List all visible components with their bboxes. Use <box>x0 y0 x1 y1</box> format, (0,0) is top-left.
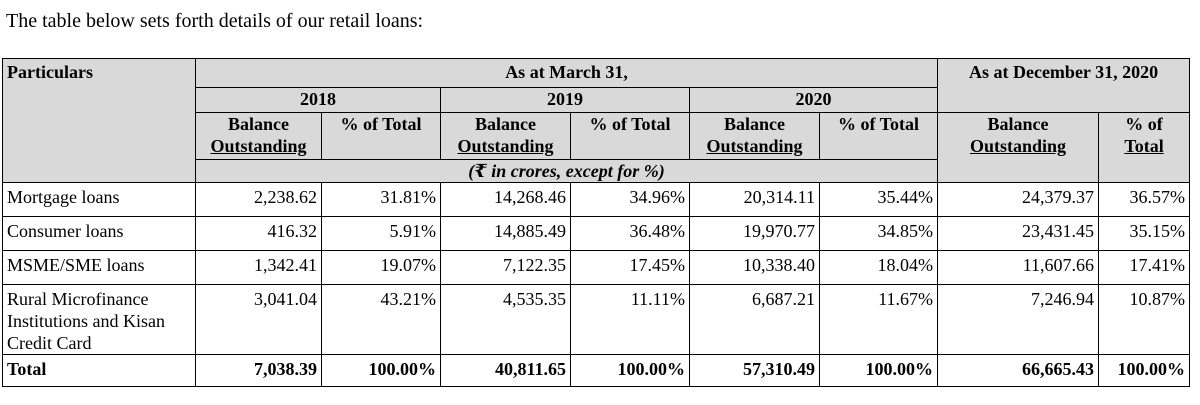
cell-value: 2,238.62 <box>196 183 322 217</box>
total-value: 7,038.39 <box>196 355 322 387</box>
table-row <box>3 183 1190 217</box>
cell-value: 3,041.04 <box>196 285 322 355</box>
header-balance-2019: Balance Outstanding <box>441 113 571 160</box>
cell-value: 34.96% <box>571 183 690 217</box>
header-balance-dec-2020: Balance Outstanding <box>938 113 1099 183</box>
cell-value: 6,687.21 <box>690 285 820 355</box>
total-value: 40,811.65 <box>441 355 571 387</box>
header-pct-2020: % of Total <box>820 113 938 160</box>
cell-value: 10.87% <box>1099 285 1190 355</box>
header-year-2019: 2019 <box>441 88 690 113</box>
cell-value: 35.44% <box>820 183 938 217</box>
cell-value: 14,268.46 <box>441 183 571 217</box>
cell-value: 36.48% <box>571 217 690 251</box>
table-row <box>3 251 1190 285</box>
table-row <box>3 217 1190 251</box>
table-row <box>3 285 1190 355</box>
header-balance-2018: Balance Outstanding <box>196 113 322 160</box>
cell-value: 7,246.94 <box>938 285 1099 355</box>
header-balance-2020: Balance Outstanding <box>690 113 820 160</box>
cell-value: 36.57% <box>1099 183 1190 217</box>
cell-value: 11.11% <box>571 285 690 355</box>
cell-value: 18.04% <box>820 251 938 285</box>
cell-value: 11,607.66 <box>938 251 1099 285</box>
row-label: Rural Microfinance Institutions and Kisan Credit Card <box>3 285 196 355</box>
units-note: (₹ in crores, except for %) <box>196 160 938 183</box>
total-value: 100.00% <box>820 355 938 387</box>
header-pct-2019: % of Total <box>571 113 690 160</box>
retail-loans-table <box>2 58 1190 387</box>
cell-value: 11.67% <box>820 285 938 355</box>
cell-value: 24,379.37 <box>938 183 1099 217</box>
header-year-2020: 2020 <box>690 88 938 113</box>
cell-value: 14,885.49 <box>441 217 571 251</box>
cell-value: 23,431.45 <box>938 217 1099 251</box>
header-pct-dec-2020: % of Total <box>1099 113 1190 183</box>
total-label: Total <box>3 355 196 387</box>
cell-value: 7,122.35 <box>441 251 571 285</box>
cell-value: 19.07% <box>322 251 441 285</box>
header-particulars: Particulars <box>3 59 196 183</box>
row-label: Mortgage loans <box>3 183 196 217</box>
cell-value: 5.91% <box>322 217 441 251</box>
row-label: MSME/SME loans <box>3 251 196 285</box>
total-value: 100.00% <box>1099 355 1190 387</box>
cell-value: 34.85% <box>820 217 938 251</box>
total-value: 66,665.43 <box>938 355 1099 387</box>
total-value: 57,310.49 <box>690 355 820 387</box>
total-value: 100.00% <box>571 355 690 387</box>
cell-value: 1,342.41 <box>196 251 322 285</box>
intro-text: The table below sets forth details of our retail loans: <box>6 10 424 32</box>
row-label: Consumer loans <box>3 217 196 251</box>
cell-value: 20,314.11 <box>690 183 820 217</box>
header-as-at-march: As at March 31, <box>196 59 938 88</box>
cell-value: 43.21% <box>322 285 441 355</box>
cell-value: 416.32 <box>196 217 322 251</box>
header-pct-2018: % of Total <box>322 113 441 160</box>
total-row <box>3 355 1190 387</box>
header-year-2018: 2018 <box>196 88 441 113</box>
cell-value: 17.41% <box>1099 251 1190 285</box>
header-as-at-december: As at December 31, 2020 <box>938 59 1190 113</box>
cell-value: 35.15% <box>1099 217 1190 251</box>
cell-value: 4,535.35 <box>441 285 571 355</box>
cell-value: 17.45% <box>571 251 690 285</box>
cell-value: 31.81% <box>322 183 441 217</box>
total-value: 100.00% <box>322 355 441 387</box>
cell-value: 10,338.40 <box>690 251 820 285</box>
cell-value: 19,970.77 <box>690 217 820 251</box>
